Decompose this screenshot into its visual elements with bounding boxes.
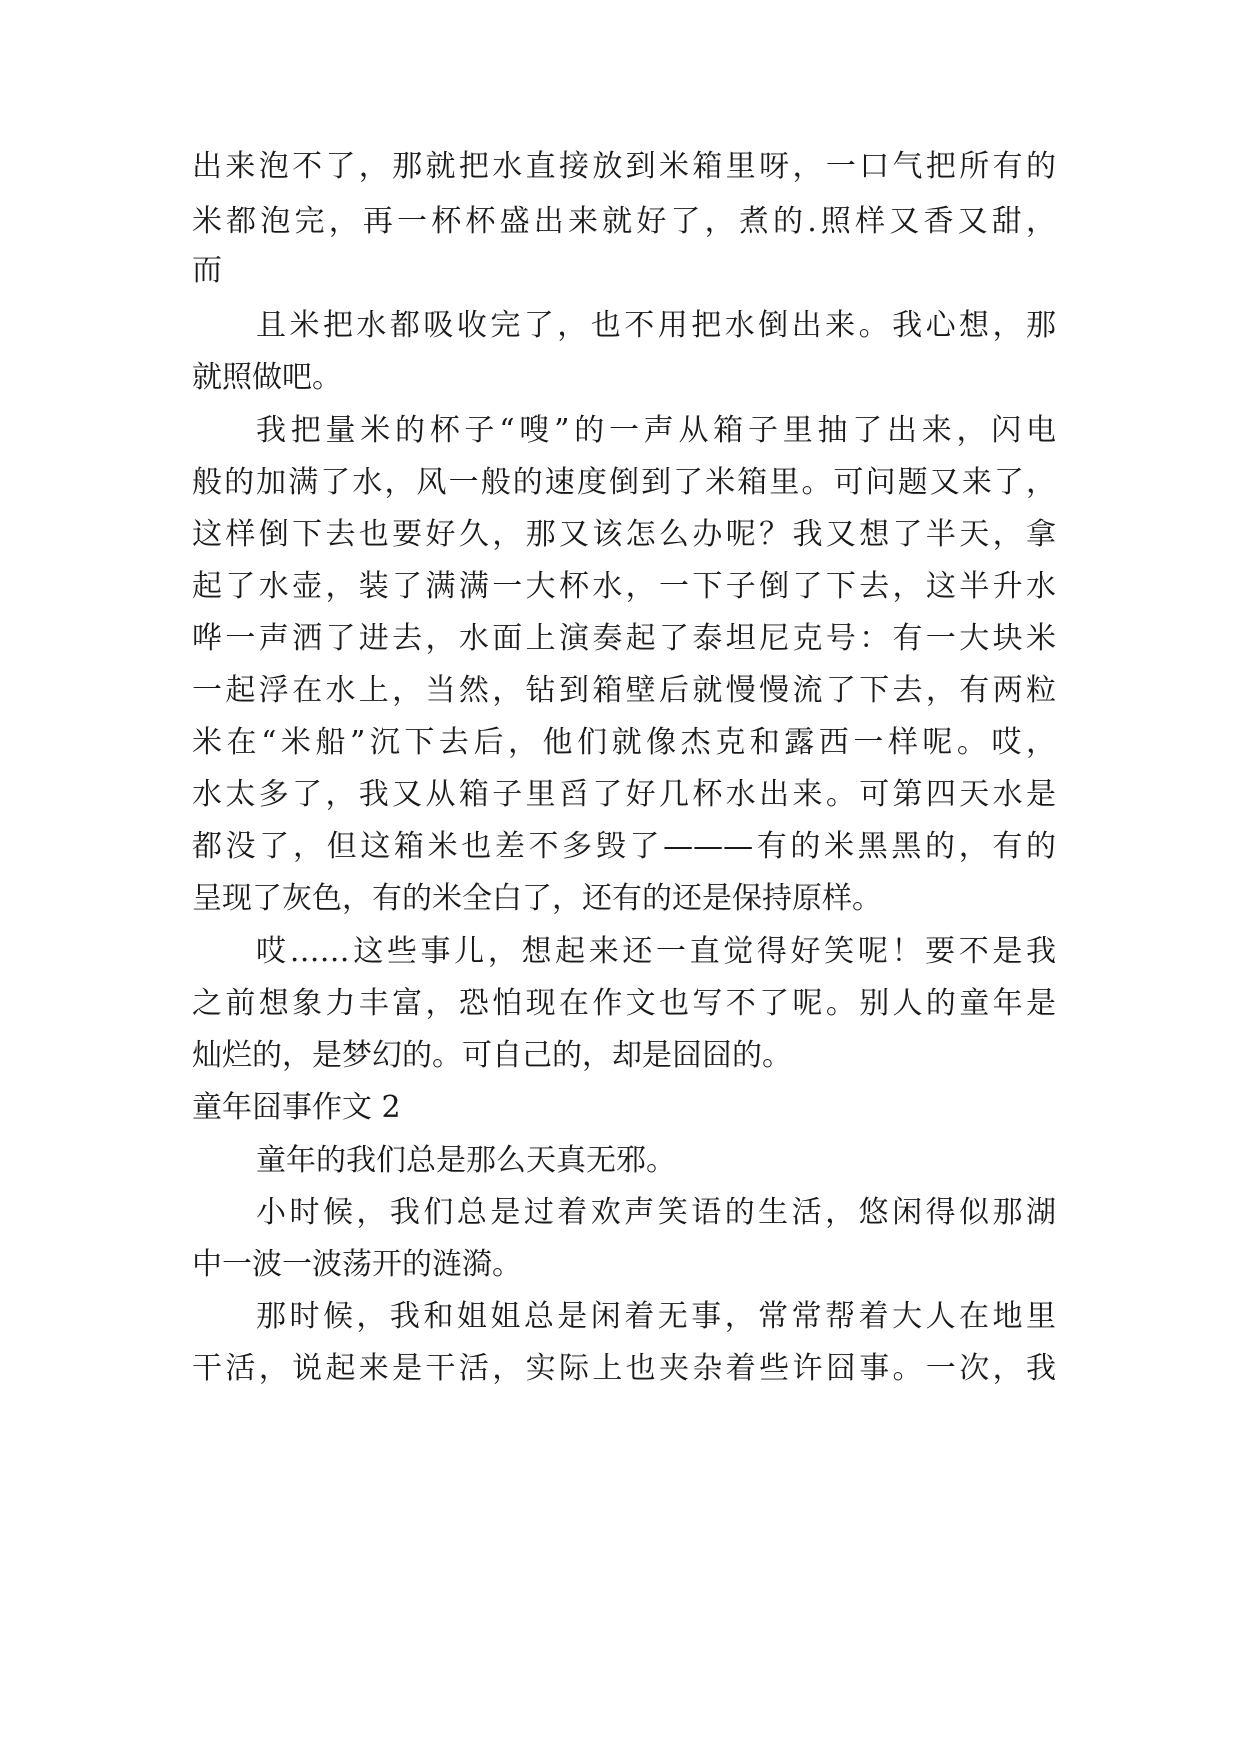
body-text-line: 干活，说起来是干活，实际上也夹杂着些许囧事。一次，我 [192, 1351, 1056, 1386]
body-text-line: 米在“米船”沉下去后，他们就像杰克和露西一样呢。哎， [192, 725, 1056, 760]
body-text-line: 起了水壶，装了满满一大杯水，一下子倒了下去，这半升水 [192, 569, 1056, 604]
body-text-line: 水太多了，我又从箱子里舀了好几杯水出来。可第四天水是 [192, 777, 1056, 812]
paragraph-first-line: 我把量米的杯子“嗖”的一声从箱子里抽了出来，闪电 [256, 413, 1056, 448]
body-text-line: 一起浮在水上，当然，钻到箱壁后就慢慢流了下去，有两粒 [192, 673, 1056, 708]
paragraph-first-line: 哎……这些事儿，想起来还一直觉得好笑呢！要不是我 [256, 934, 1056, 969]
paragraph-first-line: 且米把水都吸收完了，也不用把水倒出来。我心想，那 [256, 308, 1056, 343]
body-text-line: 灿烂的，是梦幻的。可自己的，却是囧囧的。 [192, 1038, 792, 1073]
body-text-line: 都没了，但这箱米也差不多毁了———有的米黑黑的，有的 [192, 829, 1056, 864]
section-heading: 童年囧事作文 2 [192, 1090, 401, 1125]
paragraph-first-line: 那时候，我和姐姐总是闲着无事，常常帮着大人在地里 [256, 1299, 1056, 1334]
body-text-line: 出来泡不了，那就把水直接放到米箱里呀，一口气把所有的 [192, 149, 1056, 184]
body-text-line: 中一波一波荡开的涟漪。 [192, 1247, 522, 1282]
body-text-line: 呈现了灰色，有的米全白了，还有的还是保持原样。 [192, 881, 882, 916]
body-text-line: 而 [192, 253, 222, 288]
paragraph-first-line: 小时候，我们总是过着欢声笑语的生活，悠闲得似那湖 [256, 1195, 1056, 1230]
body-text-line: 这样倒下去也要好久，那又该怎么办呢？我又想了半天，拿 [192, 517, 1056, 552]
body-text-line: 米都泡完，再一杯杯盛出来就好了，煮的.照样又香又甜， [192, 204, 1056, 239]
body-text-line: 般的加满了水，风一般的速度倒到了米箱里。可问题又来了， [192, 465, 1056, 500]
body-text-line: 就照做吧。 [192, 360, 342, 395]
body-text-line: 哗一声洒了进去，水面上演奏起了泰坦尼克号：有一大块米 [192, 621, 1056, 656]
body-text-line: 之前想象力丰富，恐怕现在作文也写不了呢。别人的童年是 [192, 986, 1056, 1021]
paragraph-first-line: 童年的我们总是那么天真无邪。 [256, 1143, 676, 1178]
